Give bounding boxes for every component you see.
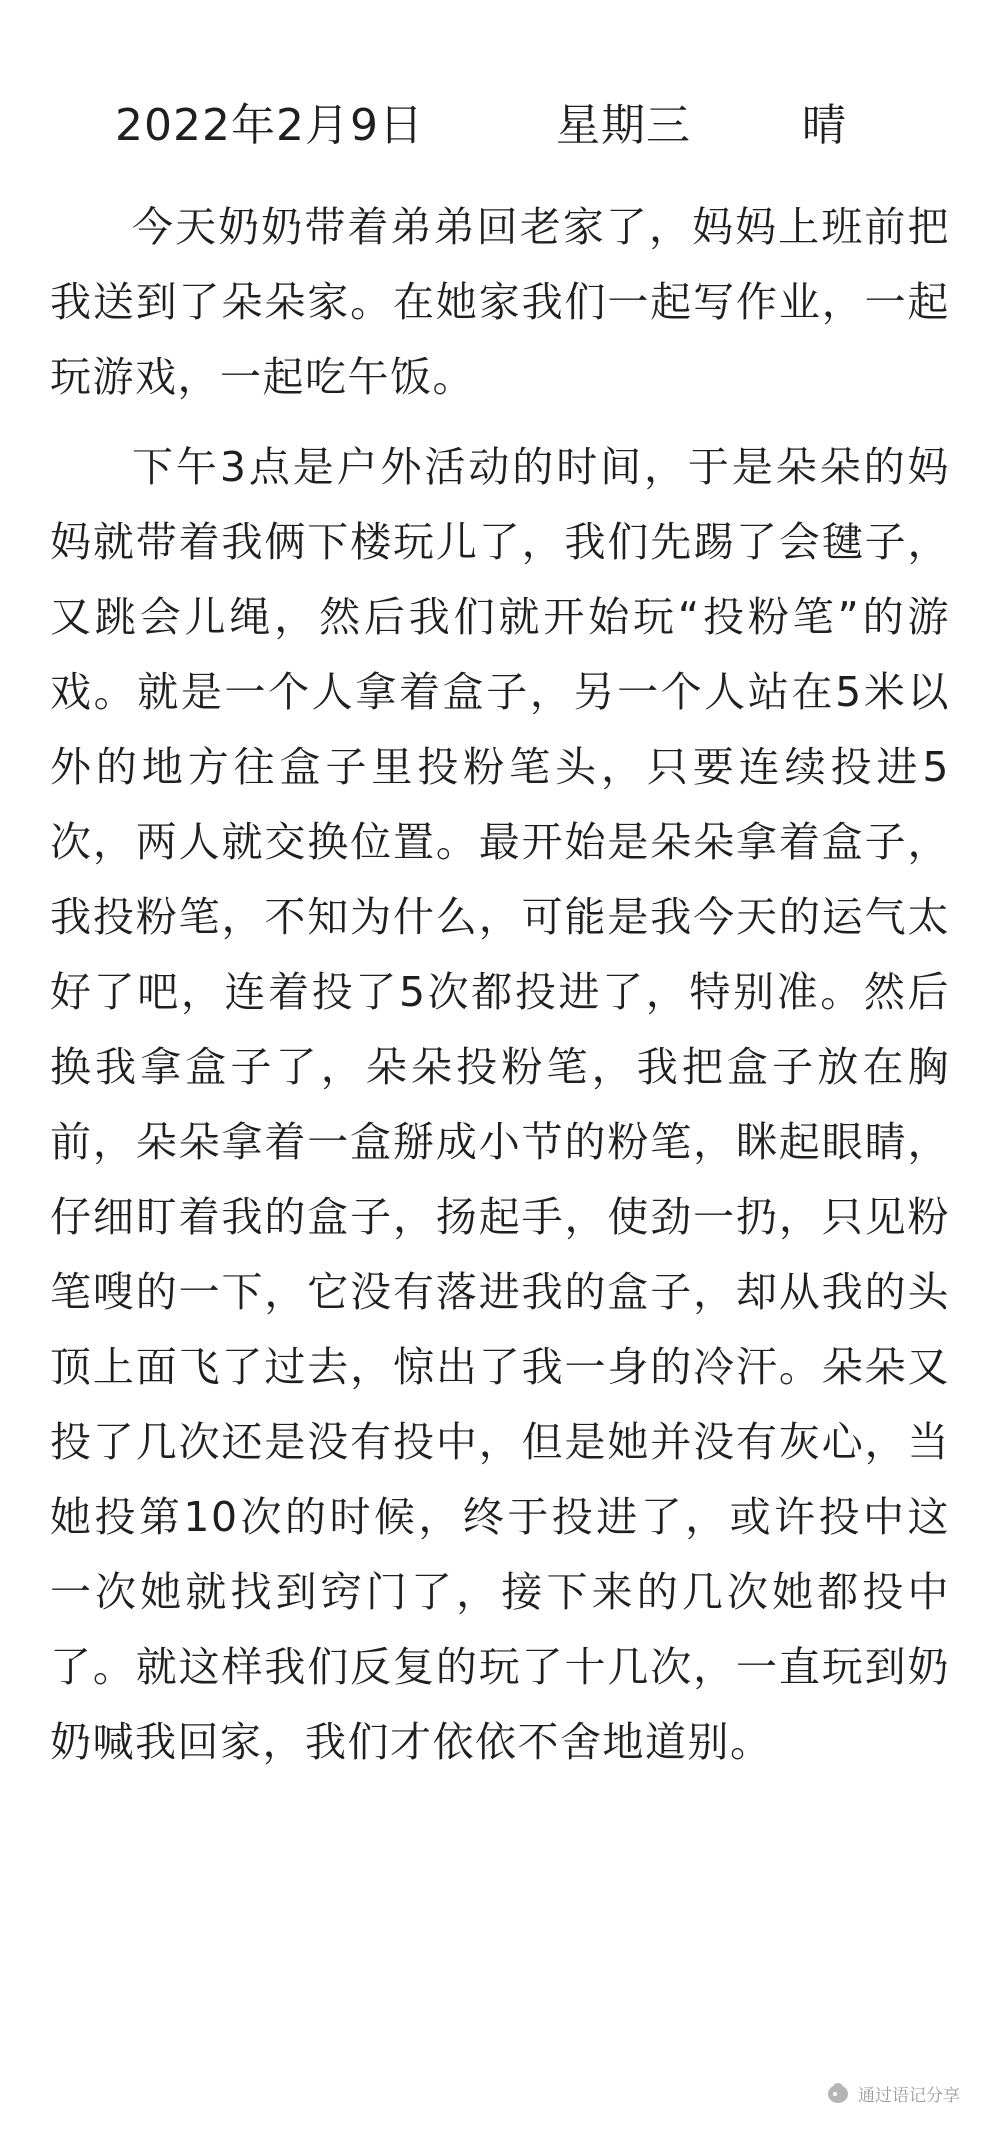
diary-header xyxy=(0,96,990,156)
share-footer[interactable] xyxy=(826,2078,960,2108)
voice-note-app-icon xyxy=(826,2082,850,2104)
diary-paragraph-2: 下午3点是户外活动的时间，于是朵朵的妈妈就带着我俩下楼玩儿了，我们先踢了会毽子，又跳会儿绳，然后我们就开始玩“投粉笔”的游戏。就是一个人拿着盒子，另一个人站在5米以外的地方往盒子里投粉笔头，只要连续投进5次，两人就交换位置。最开始是朵朵拿着盒子，我投粉笔，不知为什么，可能是我今天的运气太好了吧，连着投了5次都投进了，特别准。然后换我拿盒子了，朵朵投粉笔，我把盒子放在胸前，朵朵拿着一盒掰成小节的粉笔，眯起眼睛，仔细盯着我的盒子，扬起手，使劲一扔，只见粉笔嗖的一下，它没有落进我的盒子，却从我的头顶上面飞了过去，惊出了我一身的冷汗。朵朵又投了几次还是没有投中，但是她并没有灰心，当她投第10次的时候，终于投进了，或许投中这一次她就找到窍门了，接下来的几次她都投中了。就这样我们反复的玩了十几次，一直玩到奶奶喊我回家，我们才依依不舍地道别。 xyxy=(50,443,950,1766)
diary-weekday: 星期三 xyxy=(556,100,691,151)
diary-paragraph-1: 今天奶奶带着弟弟回老家了，妈妈上班前把我送到了朵朵家。在她家我们一起写作业，一起玩游戏，一起吃午饭。 xyxy=(50,203,950,401)
diary-date: 2022年2月9日 xyxy=(115,100,424,151)
share-source-text: 通过语记分享 xyxy=(858,2085,960,2106)
diary-weather: 晴 xyxy=(802,100,847,151)
